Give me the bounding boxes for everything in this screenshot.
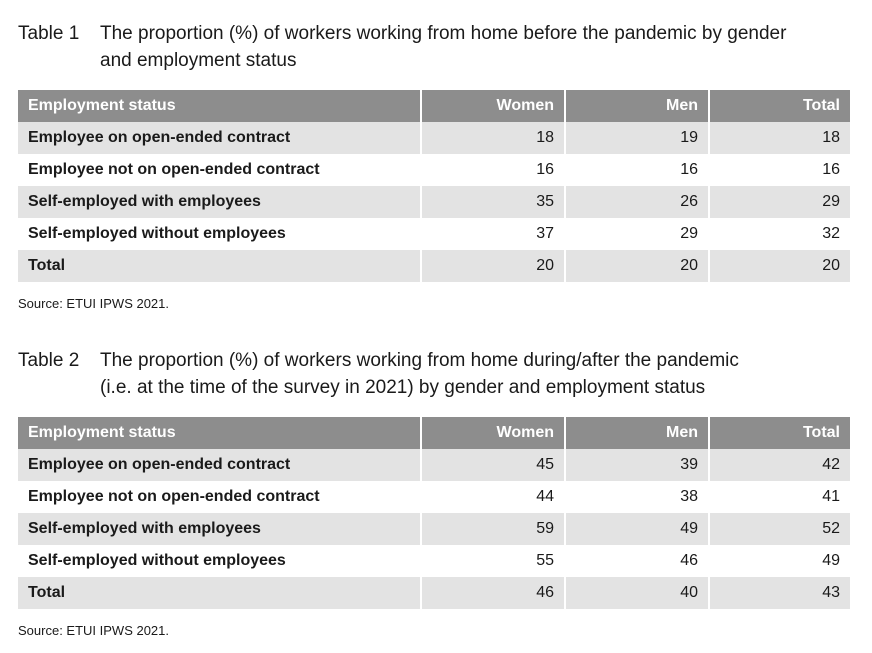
header-women: Women bbox=[420, 417, 564, 449]
cell-total: 52 bbox=[708, 513, 850, 545]
table-caption bbox=[18, 20, 850, 74]
table-title bbox=[100, 20, 850, 74]
table-row bbox=[18, 218, 850, 250]
row-label: Self-employed without employees bbox=[18, 218, 420, 250]
row-label: Self-employed with employees bbox=[18, 186, 420, 218]
row-label: Total bbox=[18, 577, 420, 609]
row-label: Employee not on open-ended contract bbox=[18, 154, 420, 186]
cell-total: 42 bbox=[708, 449, 850, 481]
cell-men: 29 bbox=[564, 218, 708, 250]
cell-total: 41 bbox=[708, 481, 850, 513]
data-table-2 bbox=[18, 417, 850, 609]
cell-women: 20 bbox=[420, 250, 564, 282]
header-women: Women bbox=[420, 90, 564, 122]
cell-women: 45 bbox=[420, 449, 564, 481]
row-label: Employee on open-ended contract bbox=[18, 122, 420, 154]
table-title-line-2: (i.e. at the time of the survey in 2021) by gender and employment status bbox=[100, 377, 706, 398]
cell-men: 20 bbox=[564, 250, 708, 282]
table-row bbox=[18, 122, 850, 154]
cell-women: 55 bbox=[420, 545, 564, 577]
table-row bbox=[18, 154, 850, 186]
cell-men: 38 bbox=[564, 481, 708, 513]
header-row bbox=[18, 417, 850, 449]
cell-total: 20 bbox=[708, 250, 850, 282]
cell-men: 49 bbox=[564, 513, 708, 545]
header-total: Total bbox=[708, 90, 850, 122]
table-title-line-2: and employment status bbox=[100, 50, 297, 71]
cell-total: 18 bbox=[708, 122, 850, 154]
table-row bbox=[18, 449, 850, 481]
cell-total: 43 bbox=[708, 577, 850, 609]
row-label: Self-employed without employees bbox=[18, 545, 420, 577]
table-row bbox=[18, 513, 850, 545]
table-number: Table 1 bbox=[18, 23, 80, 44]
cell-women: 18 bbox=[420, 122, 564, 154]
header-employment-status: Employment status bbox=[18, 417, 420, 449]
cell-women: 37 bbox=[420, 218, 564, 250]
table-source: Source: ETUI IPWS 2021. bbox=[18, 296, 170, 311]
table-1-block bbox=[18, 20, 850, 311]
cell-men: 46 bbox=[564, 545, 708, 577]
table-caption bbox=[18, 347, 850, 401]
header-men: Men bbox=[564, 90, 708, 122]
row-label: Self-employed with employees bbox=[18, 513, 420, 545]
cell-women: 16 bbox=[420, 154, 564, 186]
header-total: Total bbox=[708, 417, 850, 449]
header-row bbox=[18, 90, 850, 122]
header-employment-status: Employment status bbox=[18, 90, 420, 122]
table-number: Table 2 bbox=[18, 350, 80, 371]
data-table-1 bbox=[18, 90, 850, 282]
cell-women: 35 bbox=[420, 186, 564, 218]
cell-women: 44 bbox=[420, 481, 564, 513]
table-row bbox=[18, 481, 850, 513]
table-row-total bbox=[18, 577, 850, 609]
row-label: Total bbox=[18, 250, 420, 282]
table-title-line-1: The proportion (%) of workers working from home before the pandemic by gender bbox=[100, 23, 787, 44]
row-label: Employee not on open-ended contract bbox=[18, 481, 420, 513]
cell-total: 49 bbox=[708, 545, 850, 577]
cell-men: 26 bbox=[564, 186, 708, 218]
table-title bbox=[100, 347, 850, 401]
cell-total: 29 bbox=[708, 186, 850, 218]
cell-total: 32 bbox=[708, 218, 850, 250]
cell-total: 16 bbox=[708, 154, 850, 186]
table-source: Source: ETUI IPWS 2021. bbox=[18, 623, 170, 638]
table-row-total bbox=[18, 250, 850, 282]
cell-men: 39 bbox=[564, 449, 708, 481]
cell-men: 16 bbox=[564, 154, 708, 186]
cell-women: 59 bbox=[420, 513, 564, 545]
table-row bbox=[18, 545, 850, 577]
table-title-line-1: The proportion (%) of workers working from home during/after the pandemic bbox=[100, 350, 739, 371]
table-2-block bbox=[18, 347, 850, 638]
header-men: Men bbox=[564, 417, 708, 449]
cell-women: 46 bbox=[420, 577, 564, 609]
cell-men: 40 bbox=[564, 577, 708, 609]
cell-men: 19 bbox=[564, 122, 708, 154]
row-label: Employee on open-ended contract bbox=[18, 449, 420, 481]
table-row bbox=[18, 186, 850, 218]
